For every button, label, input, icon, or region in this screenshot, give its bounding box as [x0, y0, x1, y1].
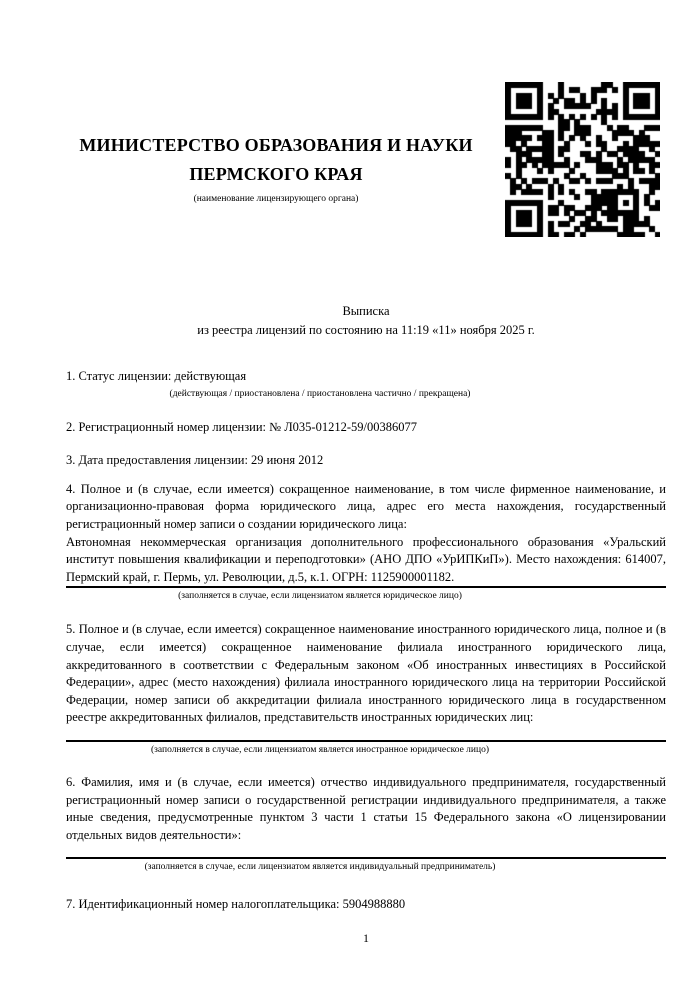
field-license-grant-date: 3. Дата предоставления лицензии: 29 июня 2012: [66, 453, 324, 468]
fill-in-line: [66, 857, 666, 859]
legal-entity-label: 4. Полное и (в случае, если имеется) сокращенное наименование, в том числе фирменное наименование, и организационно-правовая форма юридического лица, адрес его места нахождения, государственный регистрационный номер записи о создании юридического лица:: [66, 481, 666, 531]
foreign-entity-label: 5. Полное и (в случае, если имеется) сокращенное наименование иностранного юридического лица, полное и (в случае, если имеется) сокращенное наименование филиала иностранного юридического лица, аккредитованного в соответствии с Федеральным законом «Об иностранных инвестициях в Российской Федерации», адрес (место нахождения) филиала иностранного юридического лица на территории Российской Федерации, номер записи об аккредитации филиала иностранного юридического лица в государственном реестре аккредитованных филиалов, представительств иностранных юридических лиц:: [66, 622, 666, 725]
license-status-options-caption: (действующая / приостановлена / приостановлена частично / прекращена): [169, 388, 471, 399]
individual-entrepreneur-caption: (заполняется в случае, если лицензиатом является индивидуальный предприниматель): [144, 862, 496, 873]
page-number: 1: [363, 930, 369, 945]
field-legal-entity: [66, 481, 666, 603]
authority-name-line1: МИНИСТЕРСТВО ОБРАЗОВАНИЯ И НАУКИ: [79, 135, 473, 155]
legal-entity-caption: (заполняется в случае, если лицензиатом является юридическое лицо): [178, 591, 462, 602]
fill-in-line: [66, 586, 666, 588]
field-license-status: [66, 368, 666, 400]
license-status-text: 1. Статус лицензии: действующая: [66, 369, 247, 383]
field-foreign-entity: [66, 621, 666, 756]
authority-name-line2: ПЕРМСКОГО КРАЯ: [189, 164, 363, 184]
individual-entrepreneur-label: 6. Фамилия, имя и (в случае, если имеется) отчество индивидуального предпринимателя, государственный регистрационный номер записи о государственной регистрации индивидуального предпринимателя, а также иные сведения, предусмотренные пунктом 3 части 1 статьи 15 Федерального закона «О лицензировании отдельных видов деятельности»:: [66, 774, 666, 842]
authority-name: [66, 131, 486, 189]
authority-caption: (наименование лицензирующего органа): [193, 194, 359, 204]
fill-in-line: [66, 740, 666, 742]
individual-entrepreneur-empty-value: [66, 844, 666, 857]
foreign-entity-empty-value: [66, 727, 666, 740]
document-title-line1: Выписка: [342, 304, 390, 318]
licensing-authority-header: [66, 0, 486, 205]
field-individual-entrepreneur: [66, 774, 666, 873]
foreign-entity-caption: (заполняется в случае, если лицензиатом является иностранное юридическое лицо): [151, 744, 489, 755]
document-title-line2: из реестра лицензий по состоянию на 11:19 «11» ноября 2025 г.: [197, 323, 535, 337]
legal-entity-value: Автономная некоммерческая организация дополнительного профессионального образования «Уральский институт повышения квалификации и переподготовки» (АНО ДПО «УрИПКиП»). Место нахождения: 614007, Пермский край, г. Пермь, ул. Революции, д.5, к.1. ОГРН: 1125900001182.: [66, 534, 666, 584]
field-taxpayer-id: 7. Идентификационный номер налогоплательщика: 5904988880: [66, 897, 406, 912]
field-registration-number: 2. Регистрационный номер лицензии: № Л035-01212-59/00386077: [66, 419, 417, 434]
document-title: [66, 302, 666, 340]
